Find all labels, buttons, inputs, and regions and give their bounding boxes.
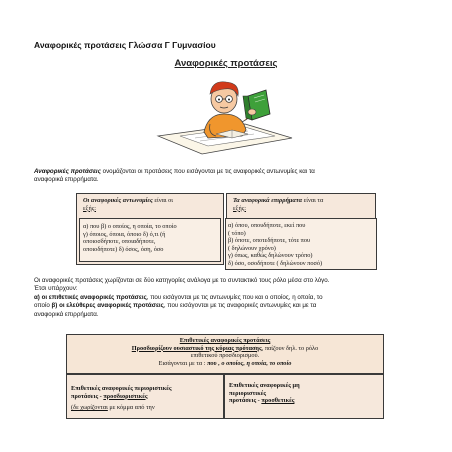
pronouns-header bbox=[83, 197, 219, 212]
intro-paragraph bbox=[34, 168, 419, 184]
restrictive-line-2 bbox=[71, 393, 223, 401]
classification-line-b bbox=[34, 302, 424, 310]
pronouns-line: α) που β) ο οποίος, η οποία, το οποίο bbox=[83, 223, 177, 230]
adverbs-header-line2: εξής: bbox=[233, 204, 246, 212]
pronouns-line: οποιοδήποτε) δ) όσος, όση, όσο bbox=[83, 245, 164, 253]
attributive-box-line-4 bbox=[67, 360, 383, 368]
relative-adverbs-box bbox=[226, 193, 376, 265]
attributive-box-line-2 bbox=[67, 345, 383, 353]
restrictive-box-text bbox=[71, 385, 223, 412]
nonrestrictive-clauses-box bbox=[224, 374, 384, 419]
classification-line-c: αναφορικά επιρρήματα. bbox=[34, 310, 99, 318]
free-text: , που εισάγονται με τις αναφορικές αντωνυμίες και με τα bbox=[163, 302, 317, 310]
nonrestrictive-line-3-start: προτάσεις - bbox=[229, 397, 262, 405]
restrictive-line-3-u: (δε χωρίζονται bbox=[71, 404, 108, 412]
nonrestrictive-line-3-u: προσθετικές bbox=[261, 397, 295, 405]
classification-paragraph bbox=[34, 277, 424, 319]
attributive-term: α) οι επιθετικές αναφορικές προτάσεις bbox=[34, 293, 147, 301]
restrictive-line-2-u: προσδιοριστικές bbox=[103, 392, 148, 400]
pronouns-header-line2: εξής: bbox=[83, 204, 96, 212]
classification-line-1: Οι αναφορικές προτάσεις χωρίζονται σε δύο κατηγορίες ανάλογα με το συντακτικό τους ρόλο μέσα στο λόγο. bbox=[34, 277, 330, 284]
nonrestrictive-line-3 bbox=[229, 397, 381, 405]
intro-text-1: ονομάζονται οι προτάσεις που εισάγονται με τις αναφορικές αντωνυμίες και τα bbox=[100, 168, 315, 175]
nonrestrictive-box-text bbox=[229, 382, 381, 405]
adverbs-line: β) όποτε, οποτεδήποτε, τότε που bbox=[228, 237, 311, 245]
adverbs-line: ( τόπο) bbox=[228, 229, 246, 237]
free-term: β) οι ελεύθερες αναφορικές προτάσεις bbox=[51, 302, 164, 310]
adverbs-line: γ) όπως, καθώς δηλώνουν τρόπο) bbox=[228, 252, 313, 260]
page-title: Αναφορικές προτάσεις Γλώσσα Γ Γυμνασίου bbox=[34, 40, 216, 50]
adverbs-list bbox=[228, 222, 376, 268]
relative-pronouns-box bbox=[76, 193, 224, 265]
intro-term: Αναφορικές προτάσεις bbox=[34, 168, 101, 175]
pronouns-header-bold: Οι αναφορικές αντωνυμίες bbox=[83, 197, 153, 204]
attributive-clauses-box bbox=[66, 334, 384, 374]
attributive-box-text bbox=[67, 337, 383, 367]
adverbs-header-bold: Τα αναφορικά επιρρήματα bbox=[233, 197, 303, 204]
pronouns-line: γ) όποιος, όποια, όποιο δ) ό,τι (ή bbox=[83, 230, 166, 238]
restrictive-line-1: Επιθετικές αναφορικές περιοριστικές bbox=[71, 385, 172, 392]
restrictive-line-3 bbox=[71, 404, 223, 412]
attributive-box-line-2-bold: Προσδιορίζουν ουσιαστικό της κύριας πρότασης bbox=[131, 344, 262, 352]
boy-reading-book-illustration bbox=[150, 74, 300, 158]
intro-text-2: αναφορικά επιρρήματα. bbox=[34, 176, 99, 183]
classification-line-a bbox=[34, 294, 424, 302]
nonrestrictive-line-1: Επιθετικές αναφορικές μη bbox=[229, 382, 300, 389]
restrictive-line-3-rest: με κόμμα από την bbox=[107, 404, 155, 412]
adverbs-line: δ) όσο, οσοδήποτε ( δηλώνουν ποσό) bbox=[228, 259, 323, 267]
adverbs-header-rest: είναι τα bbox=[302, 197, 324, 204]
attributive-box-line-2-rest: , παίζουν δηλ. το ρόλο bbox=[261, 344, 319, 352]
restrictive-clauses-box bbox=[66, 374, 224, 419]
attributive-box-line-4-start: Εισάγονται με τα : bbox=[158, 359, 208, 367]
attributive-text-2: οποίο bbox=[34, 302, 52, 310]
adverbs-list-box bbox=[225, 218, 377, 270]
adverbs-line: ( δηλώνουν χρόνο) bbox=[228, 244, 276, 252]
attributive-text: , που εισάγονται με τις αντωνυμίες που και ο οποίος, η οποία, το bbox=[146, 293, 323, 301]
pronouns-header-rest: είναι οι bbox=[152, 197, 173, 204]
adverbs-line: α) όπου, οπουδήποτε, εκεί που bbox=[228, 222, 306, 229]
pronouns-line: οποιοσδήποτε, οποιαδήποτε, bbox=[83, 238, 156, 246]
adverbs-header bbox=[233, 197, 373, 212]
section-heading: Αναφορικές προτάσεις bbox=[174, 58, 278, 69]
nonrestrictive-line-2: περιοριστικές bbox=[229, 389, 267, 397]
classification-line-2: Έτσι υπάρχουν: bbox=[34, 285, 78, 293]
attributive-box-line-4-bold: που , ο οποίος, η οποία, το οποίο bbox=[207, 359, 292, 367]
attributive-box-title: Επιθετικές αναφορικές προτάσεις bbox=[179, 337, 271, 344]
pronouns-list-box bbox=[79, 218, 221, 262]
restrictive-line-2-start: προτάσεις - bbox=[71, 392, 104, 400]
pronouns-list bbox=[83, 223, 221, 253]
attributive-box-line-3: επιθετικού προσδιορισμού. bbox=[190, 352, 260, 360]
